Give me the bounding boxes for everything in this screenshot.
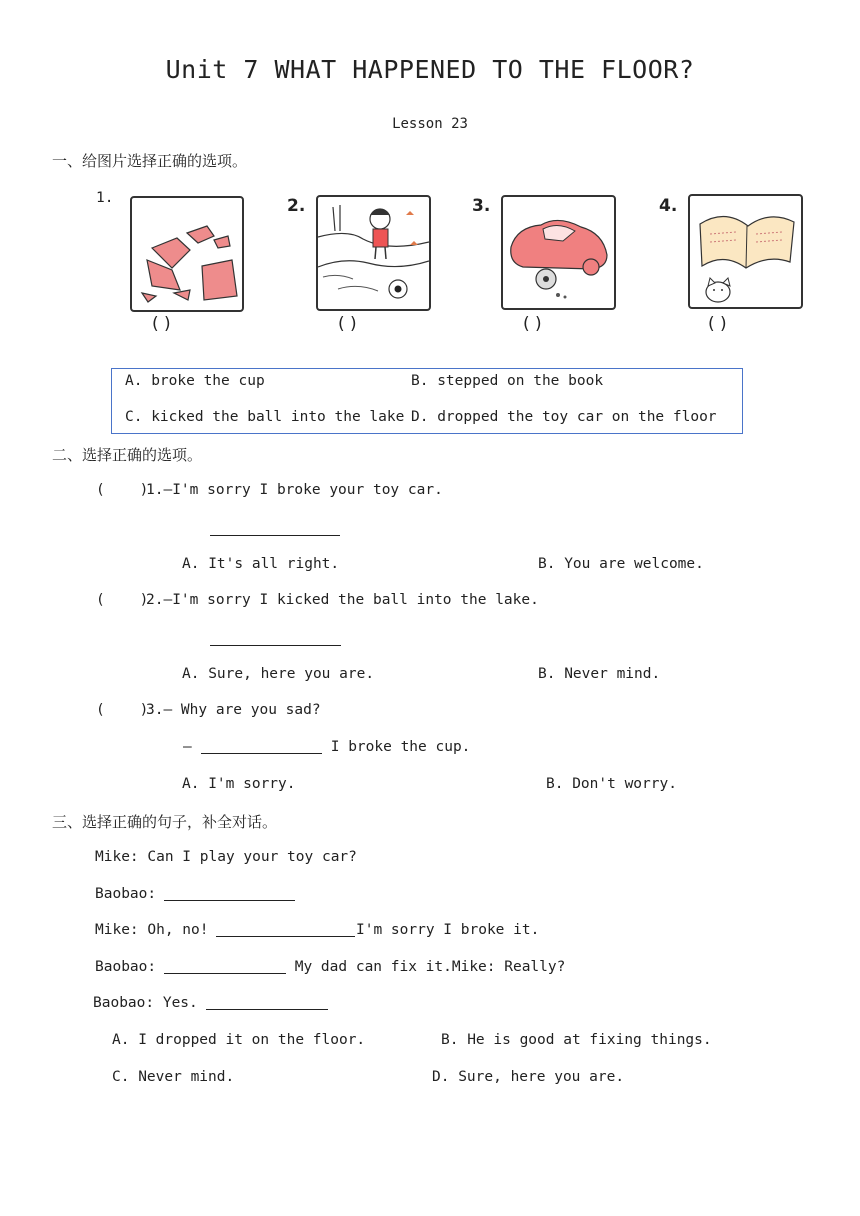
q1-option-b: B. You are welcome. xyxy=(538,556,704,572)
picture-toy-car xyxy=(501,195,616,310)
q1-blank[interactable] xyxy=(210,521,340,536)
q2-answer-paren[interactable]: ( ) xyxy=(96,592,149,608)
dialogue-line-5: Baobao: Yes. xyxy=(93,995,207,1011)
q3-dash: — xyxy=(183,739,192,755)
picture-boy-ball-lake xyxy=(316,195,431,311)
picture-1-answer-paren[interactable]: ( ) xyxy=(152,314,171,334)
broken-cup-image xyxy=(132,198,242,310)
q2-option-a: A. Sure, here you are. xyxy=(182,666,375,682)
q1-text: 1.—I'm sorry I broke your toy car. xyxy=(146,482,443,498)
picture-4-answer-paren[interactable]: ( ) xyxy=(708,314,727,334)
dialogue-blank-4[interactable] xyxy=(206,995,328,1010)
picture-3-answer-paren[interactable]: ( ) xyxy=(523,314,542,334)
dialogue-blank-2[interactable] xyxy=(216,922,355,937)
dialogue-line-2: Baobao: xyxy=(95,886,165,902)
picture-3-number: 3. xyxy=(472,196,491,216)
dialogue-line-4-end: My dad can fix it.Mike: Really? xyxy=(286,959,566,975)
s3-option-a: A. I dropped it on the floor. xyxy=(112,1032,366,1048)
dialogue-blank-1[interactable] xyxy=(164,886,295,901)
picture-broken-cup xyxy=(130,196,244,312)
q2-text: 2.—I'm sorry I kicked the ball into the lake. xyxy=(146,592,539,608)
q3-answer-paren[interactable]: ( ) xyxy=(96,702,149,718)
book-cat-image xyxy=(690,196,801,307)
dialogue-line-4: Baobao: xyxy=(95,959,165,975)
s3-option-c: C. Never mind. xyxy=(112,1069,235,1085)
picture-1-number: 1. xyxy=(96,190,114,206)
dialogue-line-3-end: I'm sorry I broke it. xyxy=(356,922,540,938)
lesson-subtitle: Lesson 23 xyxy=(392,116,468,132)
option-a: A. broke the cup xyxy=(125,373,265,389)
q3-after-text: I broke the cup. xyxy=(322,739,471,755)
toy-car-image xyxy=(503,197,614,308)
section2-heading: 二、选择正确的选项。 xyxy=(52,446,203,464)
option-c: C. kicked the ball into the lake xyxy=(125,409,405,425)
dialogue-line-1: Mike: Can I play your toy car? xyxy=(95,849,357,865)
q2-option-b: B. Never mind. xyxy=(538,666,661,682)
q2-blank[interactable] xyxy=(210,631,341,646)
option-d: D. dropped the toy car on the floor xyxy=(411,409,717,425)
q1-option-a: A. It's all right. xyxy=(182,556,340,572)
option-b: B. stepped on the book xyxy=(411,373,604,389)
q3-blank[interactable] xyxy=(201,739,322,754)
page-title: Unit 7 WHAT HAPPENED TO THE FLOOR? xyxy=(165,55,695,84)
dialogue-line-3: Mike: Oh, no! xyxy=(95,922,218,938)
section1-heading: 一、给图片选择正确的选项。 xyxy=(52,152,248,170)
boy-ball-lake-image xyxy=(318,197,429,309)
s3-option-b: B. He is good at fixing things. xyxy=(441,1032,712,1048)
dialogue-blank-3[interactable] xyxy=(164,959,286,974)
picture-2-answer-paren[interactable]: ( ) xyxy=(338,314,357,334)
s3-option-d: D. Sure, here you are. xyxy=(432,1069,625,1085)
picture-2-number: 2. xyxy=(287,196,306,216)
q3-option-a: A. I'm sorry. xyxy=(182,776,296,792)
q3-text: 3.— Why are you sad? xyxy=(146,702,321,718)
picture-book-cat xyxy=(688,194,803,309)
q1-answer-paren[interactable]: ( ) xyxy=(96,482,149,498)
section3-heading: 三、选择正确的句子，补全对话。 xyxy=(52,813,278,831)
q3-option-b: B. Don't worry. xyxy=(546,776,677,792)
picture-4-number: 4. xyxy=(659,196,678,216)
